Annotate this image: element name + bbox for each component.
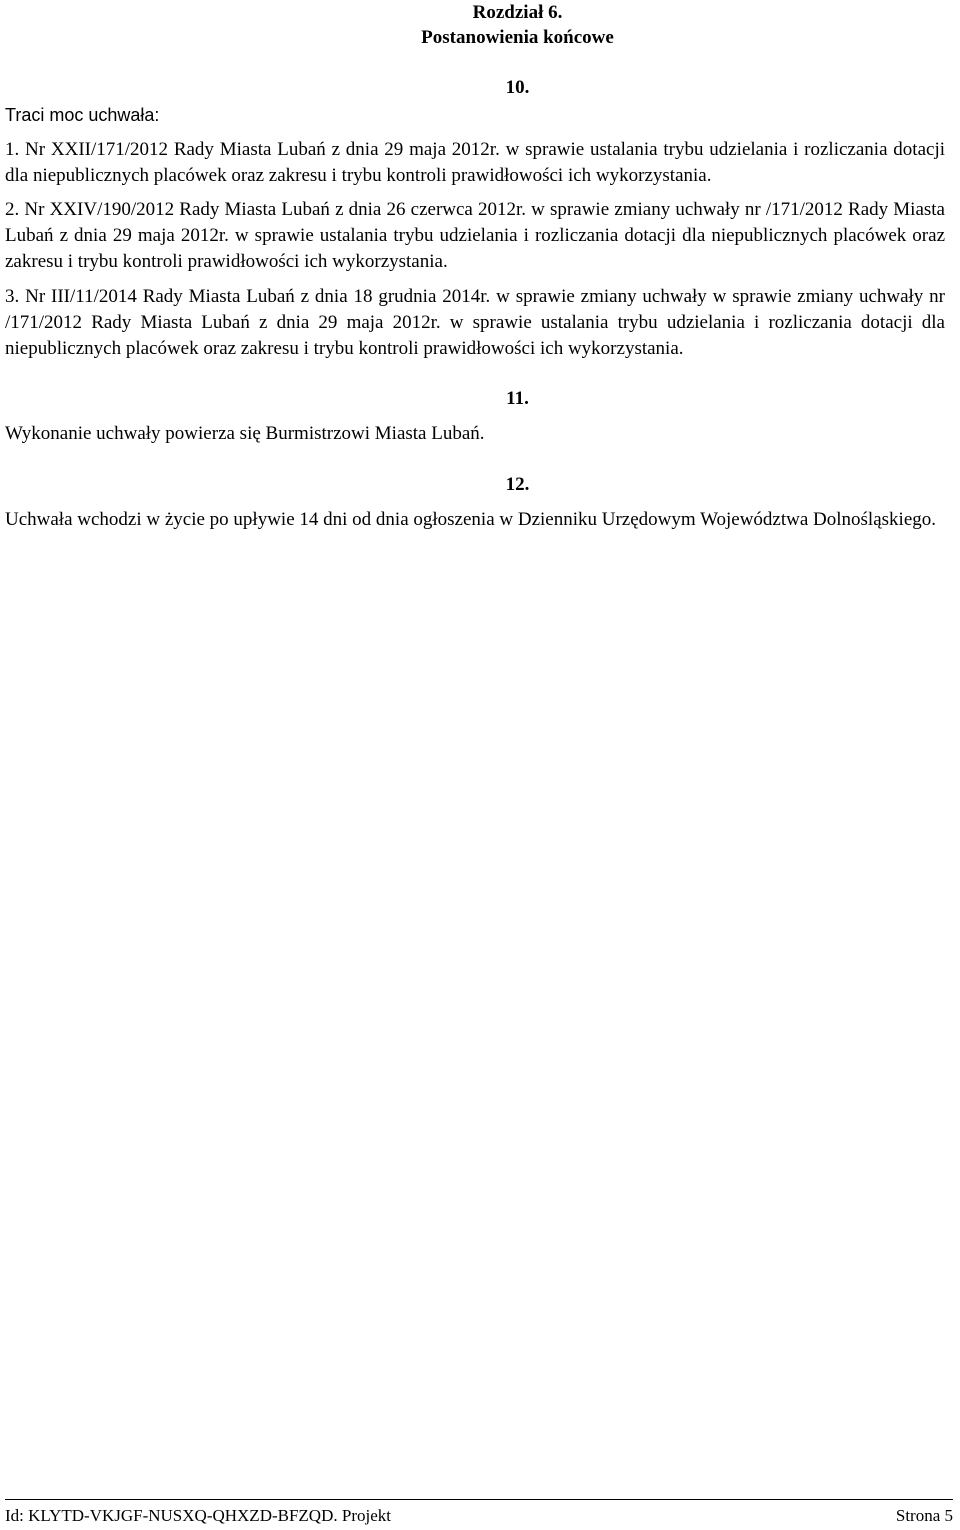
section-12-label: 12. <box>505 474 530 495</box>
repealed-item-2: 2. Nr XXIV/190/2012 Rady Miasta Lubań z dnia 26 czerwca 2012r. w sprawie zmiany uchwały nr /171/2012 Rady Miasta Lubań z dnia 29 maja 2012r. w sprawie ustalania trybu udzielania i rozliczania dotacji dla niepublicznych placówek oraz zakresu i trybu kontroli prawidłowości ich wykorzystania. <box>5 199 945 272</box>
section-10-label: 10. <box>505 77 530 98</box>
page-number: Strona 5 <box>895 1506 953 1525</box>
section-12-text: Uchwała wchodzi w życie po upływie 14 dni od dnia ogłoszenia w Dzienniku Urzędowym Województwa Dolnośląskiego. <box>5 509 936 530</box>
document-id: Id: KLYTD-VKJGF-NUSXQ-QHXZD-BFZQD. Projekt <box>5 1506 391 1525</box>
chapter-number: Rozdział 6. <box>472 2 563 23</box>
section-11-label: 11. <box>506 388 529 409</box>
section-10-intro: Traci moc uchwała: <box>5 105 160 125</box>
repealed-item-1: 1. Nr XXII/171/2012 Rady Miasta Lubań z dnia 29 maja 2012r. w sprawie ustalania trybu udzielania i rozliczania dotacji dla niepublicznych placówek oraz zakresu i trybu kontroli prawidłowości ich wykorzystania. <box>5 139 945 186</box>
chapter-title: Postanowienia końcowe <box>421 27 614 48</box>
section-11-text: Wykonanie uchwały powierza się Burmistrzowi Miasta Lubań. <box>5 423 485 444</box>
chapter-heading <box>5 0 945 50</box>
repealed-item-3: 3. Nr III/11/2014 Rady Miasta Lubań z dnia 18 grudnia 2014r. w sprawie zmiany uchwały w sprawie zmiany uchwały nr /171/2012 Rady Miasta Lubań z dnia 29 maja 2012r. w sprawie ustalania trybu udzielania i rozliczania dotacji dla niepublicznych placówek oraz zakresu i trybu kontroli prawidłowości ich wykorzystania. <box>5 286 945 359</box>
page-footer <box>5 1499 953 1528</box>
document-page <box>5 0 945 533</box>
